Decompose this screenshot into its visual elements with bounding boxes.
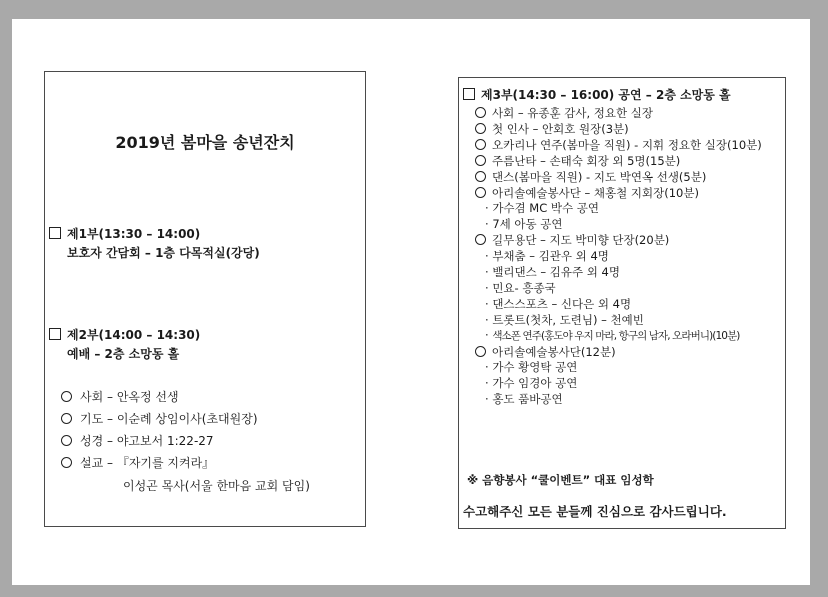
part3-subitem bbox=[485, 280, 556, 296]
circle-bullet-icon bbox=[475, 139, 486, 150]
part3-item bbox=[475, 344, 616, 360]
dot-bullet-icon: · bbox=[485, 249, 493, 264]
part3-subitem bbox=[485, 359, 577, 375]
part3-item bbox=[475, 232, 669, 248]
sound-volunteer-note: ※ 음향봉사 “쿨이벤트” 대표 임성학 bbox=[467, 473, 654, 487]
item-text: 댄스(봄마을 직원) - 지도 박연옥 선생(5분) bbox=[492, 169, 707, 184]
part3-subitem bbox=[485, 296, 631, 312]
dot-bullet-icon: · bbox=[485, 360, 493, 375]
circle-bullet-icon bbox=[475, 171, 486, 182]
item-text: 밸리댄스 – 김유주 외 4명 bbox=[492, 265, 620, 279]
circle-bullet-icon bbox=[61, 435, 72, 446]
circle-bullet-icon bbox=[475, 187, 486, 198]
document-page bbox=[12, 19, 810, 585]
dot-bullet-icon: · bbox=[485, 376, 493, 391]
part3-heading: 제3부(14:30 – 16:00) 공연 – 2층 소망동 홀 bbox=[463, 86, 731, 103]
program-right-panel bbox=[458, 77, 786, 529]
part1-heading: 제1부(13:30 – 14:00) bbox=[49, 225, 200, 242]
item-text: 가수 황영탁 공연 bbox=[492, 360, 578, 375]
part3-subitem bbox=[485, 328, 740, 343]
dot-bullet-icon: · bbox=[485, 280, 493, 295]
circle-bullet-icon bbox=[475, 155, 486, 166]
item-text: 아리솔예술봉사단 – 채홍철 지회장(10분) bbox=[492, 185, 699, 200]
checkbox-square-icon bbox=[49, 227, 61, 239]
part3-item bbox=[475, 105, 653, 121]
dot-bullet-icon: · bbox=[485, 327, 493, 342]
item-text: 첫 인사 – 안회호 원장(3분) bbox=[492, 121, 629, 136]
event-title: 2019년 봄마을 송년잔치 bbox=[115, 133, 295, 152]
dot-bullet-icon: · bbox=[485, 265, 493, 279]
part2-item: 사회 – 안옥정 선생 bbox=[61, 388, 179, 405]
item-text: 트롯트(첫차, 도련님) – 천예빈 bbox=[492, 312, 644, 327]
part3-item bbox=[475, 185, 699, 201]
item-text: 7세 아동 공연 bbox=[492, 217, 563, 232]
part3-item bbox=[475, 169, 706, 185]
circle-bullet-icon bbox=[61, 457, 72, 468]
circle-bullet-icon bbox=[475, 234, 486, 245]
part3-subitem bbox=[485, 216, 563, 232]
preacher-line: 이성곤 목사(서울 한마음 교회 담임) bbox=[123, 479, 310, 493]
part3-item bbox=[475, 121, 629, 137]
checkbox-square-icon bbox=[49, 328, 61, 340]
circle-bullet-icon bbox=[475, 107, 486, 118]
thanks-message: 수고해주신 모든 분들께 진심으로 감사드립니다. bbox=[463, 504, 727, 519]
dot-bullet-icon: · bbox=[485, 201, 493, 216]
part3-subitem bbox=[485, 200, 599, 216]
dot-bullet-icon: · bbox=[485, 296, 493, 311]
part3-subitem bbox=[485, 248, 609, 264]
part3-subitem bbox=[485, 391, 563, 407]
item-text: 사회 – 유종훈 감사, 정요한 실장 bbox=[492, 106, 653, 120]
item-text: 부채춤 – 김관우 외 4명 bbox=[492, 249, 609, 264]
part3-subitem bbox=[485, 375, 577, 391]
item-text: 아리솔예술봉사단(12분) bbox=[492, 344, 616, 359]
part2-heading: 제2부(14:00 – 14:30) bbox=[49, 326, 200, 343]
part2-description: 예배 – 2층 소망동 홀 bbox=[67, 347, 180, 361]
part3-item bbox=[475, 153, 680, 169]
circle-bullet-icon bbox=[61, 391, 72, 402]
item-text: 가수겸 MC 박수 공연 bbox=[492, 201, 599, 216]
program-left-panel bbox=[44, 71, 366, 527]
item-text: 댄스스포츠 – 신다은 외 4명 bbox=[492, 296, 632, 311]
item-text: 홍도 품바공연 bbox=[492, 392, 563, 407]
dot-bullet-icon: · bbox=[485, 392, 493, 407]
part3-item bbox=[475, 137, 762, 153]
checkbox-square-icon bbox=[463, 88, 475, 100]
part3-subitem bbox=[485, 264, 620, 280]
item-text: 색소폰 연주(홍도야 우지 마라, 항구의 남자, 오라버니)(10분) bbox=[492, 329, 740, 342]
circle-bullet-icon bbox=[475, 123, 486, 134]
circle-bullet-icon bbox=[475, 346, 486, 357]
item-text: 가수 임경아 공연 bbox=[492, 376, 578, 391]
dot-bullet-icon: · bbox=[485, 312, 493, 327]
item-text: 주름난타 – 손태숙 회장 외 5명(15분) bbox=[492, 153, 681, 168]
part2-item: 기도 – 이순례 상임이사(초대원장) bbox=[61, 410, 258, 427]
item-text: 길무용단 – 지도 박미향 단장(20분) bbox=[492, 233, 670, 248]
part2-item: 설교 – 『자기를 지켜라』 bbox=[61, 454, 214, 471]
dot-bullet-icon: · bbox=[485, 217, 493, 232]
part1-description: 보호자 간담회 – 1층 다목적실(강당) bbox=[67, 246, 260, 260]
part2-item: 성경 – 야고보서 1:22-27 bbox=[61, 432, 214, 449]
part3-subitem bbox=[485, 312, 644, 328]
item-text: 오카리나 연주(봄마을 직원) - 지휘 정요한 실장(10분) bbox=[492, 137, 762, 152]
circle-bullet-icon bbox=[61, 413, 72, 424]
item-text: 민요- 흥종국 bbox=[492, 280, 556, 295]
